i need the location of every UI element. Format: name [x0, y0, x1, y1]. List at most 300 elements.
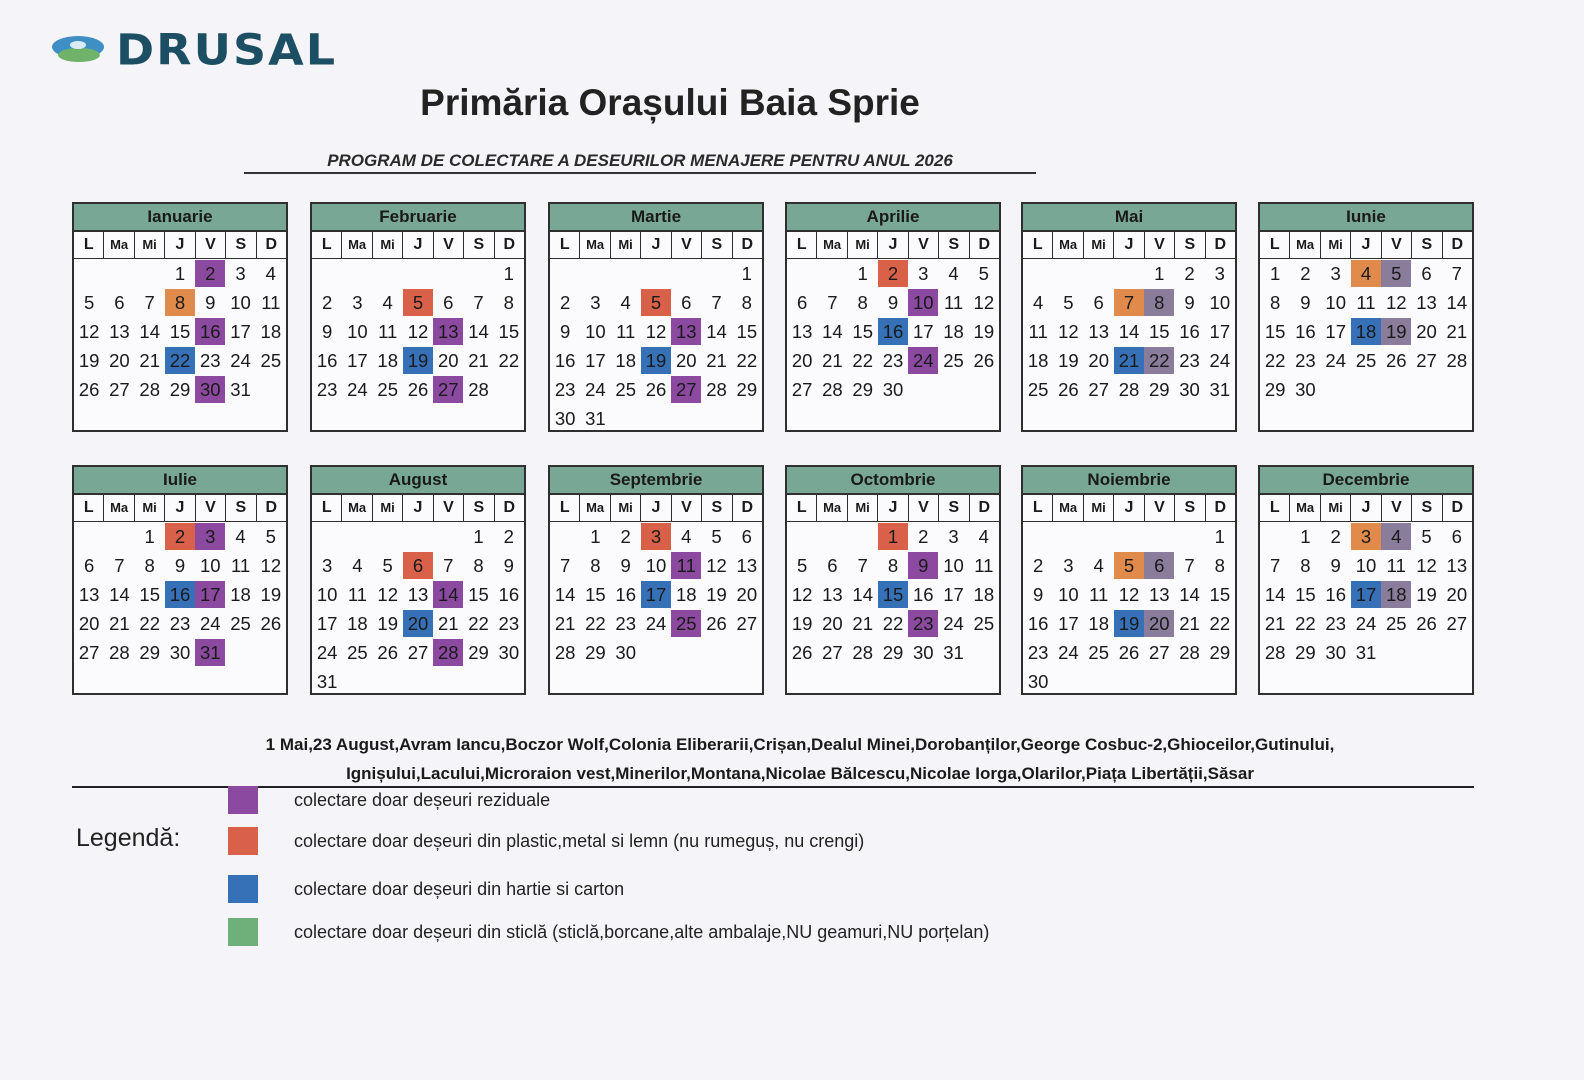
- day-cell: 4: [235, 526, 246, 547]
- weekday-label: J: [165, 232, 195, 258]
- day-cell: 27: [1088, 379, 1109, 400]
- empty-day-cell: [1144, 523, 1174, 550]
- day-cell: 28: [554, 642, 576, 663]
- day-cell: 26: [1416, 613, 1437, 634]
- weekday-label: L: [74, 495, 104, 521]
- weekday-header-row: [312, 495, 524, 522]
- day-cell: 2: [918, 526, 929, 547]
- day-cell: 21: [822, 350, 843, 371]
- empty-day-cell: [225, 639, 255, 666]
- month-name: Ianuarie: [74, 204, 286, 232]
- day-cell: 11: [230, 555, 251, 576]
- weekday-label: Mi: [135, 495, 165, 521]
- empty-day-cell: [373, 523, 403, 550]
- weekday-label: S: [226, 495, 256, 521]
- day-cell: 10: [347, 321, 368, 342]
- month-mai: [1021, 202, 1237, 432]
- day-cell: 23: [908, 610, 938, 637]
- weekday-label: D: [503, 499, 516, 516]
- empty-day-cell: [1442, 376, 1472, 403]
- drusal-logo: [50, 26, 337, 74]
- day-cell: 28: [1446, 350, 1468, 371]
- weekday-label: V: [1382, 232, 1412, 258]
- week-row: [550, 522, 762, 551]
- day-cell: 26: [645, 379, 667, 400]
- day-cell: 12: [1385, 292, 1407, 313]
- day-cell: 26: [1058, 379, 1079, 400]
- day-cell: 27: [671, 376, 701, 403]
- day-cell: 29: [139, 642, 160, 663]
- day-cell: 15: [1264, 321, 1286, 342]
- day-cell: 22: [1295, 613, 1316, 634]
- day-cell: 14: [468, 321, 489, 342]
- day-cell: 21: [1114, 347, 1144, 374]
- month-name: Septembrie: [550, 467, 762, 495]
- day-cell: 22: [498, 350, 520, 371]
- empty-day-cell: [1053, 523, 1083, 550]
- weekday-label: D: [265, 499, 278, 516]
- day-cell: 15: [852, 321, 873, 342]
- day-cell: 7: [1269, 555, 1281, 576]
- empty-day-cell: [701, 260, 731, 287]
- day-cell: 26: [260, 613, 282, 634]
- empty-day-cell: [342, 260, 372, 287]
- weekday-label: J: [1351, 232, 1381, 258]
- day-cell: 19: [1058, 350, 1079, 371]
- empty-day-cell: [403, 523, 433, 550]
- empty-day-cell: [1114, 523, 1144, 550]
- day-cell: 16: [195, 318, 225, 345]
- day-cell: 12: [1118, 584, 1140, 605]
- week-row: [1023, 580, 1235, 609]
- legend-swatch: [228, 875, 258, 903]
- day-cell: 25: [347, 642, 368, 663]
- day-cell: 13: [407, 584, 429, 605]
- weekday-label: D: [1451, 499, 1464, 516]
- day-cell: 24: [645, 613, 667, 634]
- day-cell: 11: [1356, 292, 1376, 313]
- day-cell: 9: [321, 321, 333, 342]
- day-cell: 13: [109, 321, 130, 342]
- weekday-label: S: [1175, 232, 1205, 258]
- empty-day-cell: [494, 668, 524, 695]
- empty-day-cell: [1144, 668, 1174, 695]
- day-cell: 30: [554, 408, 576, 429]
- month-iunie: [1258, 202, 1474, 432]
- day-cell: 3: [1351, 523, 1381, 550]
- empty-day-cell: [104, 523, 134, 550]
- day-cell: 21: [1179, 613, 1200, 634]
- day-cell: 13: [78, 584, 100, 605]
- day-cell: 15: [468, 584, 489, 605]
- week-row: [312, 551, 524, 580]
- week-row: [74, 375, 286, 404]
- day-cell: 1: [1269, 263, 1281, 284]
- empty-day-cell: [611, 405, 641, 432]
- empty-day-cell: [969, 376, 999, 403]
- weekday-label: S: [1412, 232, 1442, 258]
- day-cell: 20: [109, 350, 130, 371]
- day-cell: 7: [473, 292, 484, 313]
- day-cell: 5: [796, 555, 808, 576]
- week-row: [787, 522, 999, 551]
- empty-day-cell: [312, 523, 342, 550]
- day-cell: 30: [1027, 671, 1049, 692]
- day-cell: 26: [377, 642, 398, 663]
- day-cell: 13: [1416, 292, 1437, 313]
- day-cell: 30: [1325, 642, 1346, 663]
- day-cell: 16: [1027, 613, 1049, 634]
- month-februarie: [310, 202, 526, 432]
- weekday-label: Mi: [1084, 495, 1114, 521]
- empty-day-cell: [969, 639, 999, 666]
- day-cell: 21: [139, 350, 160, 371]
- week-row: [787, 346, 999, 375]
- day-cell: 28: [109, 642, 130, 663]
- empty-day-cell: [1260, 523, 1290, 550]
- day-cell: 7: [711, 292, 722, 313]
- weekday-label: S: [702, 495, 732, 521]
- day-cell: 24: [1058, 642, 1079, 663]
- weekday-label: Ma: [1290, 495, 1320, 521]
- weekday-label: S: [226, 232, 256, 258]
- day-cell: 19: [973, 321, 995, 342]
- day-cell: 4: [382, 292, 393, 313]
- day-cell: 3: [352, 292, 363, 313]
- day-cell: 19: [78, 350, 100, 371]
- empty-day-cell: [1174, 668, 1204, 695]
- day-cell: 4: [1032, 292, 1044, 313]
- week-row: [74, 288, 286, 317]
- weekday-header-row: [787, 232, 999, 259]
- day-cell: 1: [1154, 263, 1165, 284]
- month-name: Noiembrie: [1023, 467, 1235, 495]
- day-cell: 14: [433, 581, 463, 608]
- day-cell: 29: [1264, 379, 1286, 400]
- weekday-header-row: [1260, 232, 1472, 259]
- day-cell: 15: [1148, 321, 1170, 342]
- day-cell: 4: [1093, 555, 1104, 576]
- weekday-label: L: [550, 495, 580, 521]
- day-cell: 18: [615, 350, 636, 371]
- week-row: [74, 317, 286, 346]
- week-row: [1023, 551, 1235, 580]
- day-cell: 7: [1184, 555, 1195, 576]
- week-row: [550, 259, 762, 288]
- day-cell: 8: [887, 555, 899, 576]
- day-cell: 3: [918, 263, 929, 284]
- empty-day-cell: [433, 668, 463, 695]
- day-cell: 14: [1179, 584, 1200, 605]
- weekday-header-row: [550, 495, 762, 522]
- empty-day-cell: [135, 260, 165, 287]
- day-cell: 24: [199, 613, 221, 634]
- day-cell: 13: [791, 321, 813, 342]
- week-row: [312, 259, 524, 288]
- day-cell: 18: [230, 584, 251, 605]
- empty-day-cell: [373, 668, 403, 695]
- week-row: [1023, 288, 1235, 317]
- weekday-header-row: [1260, 495, 1472, 522]
- day-cell: 20: [1088, 350, 1109, 371]
- month-name: Iulie: [74, 467, 286, 495]
- day-cell: 28: [1264, 642, 1286, 663]
- day-cell: 14: [139, 321, 160, 342]
- empty-day-cell: [1205, 668, 1235, 695]
- day-cell: 13: [736, 555, 758, 576]
- empty-day-cell: [671, 639, 701, 666]
- day-cell: 19: [403, 347, 433, 374]
- day-cell: 21: [1264, 613, 1286, 634]
- day-cell: 1: [503, 263, 514, 284]
- day-cell: 21: [437, 613, 459, 634]
- day-cell: 21: [1446, 321, 1468, 342]
- weekday-label: D: [741, 499, 754, 516]
- day-cell: 6: [114, 292, 125, 313]
- weekday-label: Ma: [342, 232, 372, 258]
- day-cell: 30: [195, 376, 225, 403]
- legend-swatch: [228, 786, 258, 814]
- day-cell: 2: [195, 260, 225, 287]
- day-cell: 26: [1118, 642, 1140, 663]
- day-cell: 18: [943, 321, 964, 342]
- legend-swatch: [228, 918, 258, 946]
- day-cell: 7: [443, 555, 454, 576]
- week-row: [312, 580, 524, 609]
- empty-day-cell: [938, 376, 968, 403]
- day-cell: 22: [139, 613, 160, 634]
- month-aprilie: [785, 202, 1001, 432]
- day-cell: 15: [139, 584, 160, 605]
- day-cell: 31: [230, 379, 251, 400]
- legend-item-blue: [228, 875, 624, 903]
- weekday-label: Mi: [1321, 232, 1351, 258]
- week-row: [550, 288, 762, 317]
- day-cell: 25: [1355, 350, 1377, 371]
- day-cell: 3: [1330, 263, 1341, 284]
- weekday-label: V: [1145, 232, 1175, 258]
- empty-day-cell: [732, 639, 762, 666]
- day-cell: 5: [1114, 552, 1144, 579]
- day-cell: 8: [473, 555, 484, 576]
- day-cell: 23: [882, 350, 904, 371]
- empty-day-cell: [787, 260, 817, 287]
- day-cell: 30: [615, 642, 636, 663]
- weekday-label: Mi: [373, 495, 403, 521]
- day-cell: 26: [973, 350, 995, 371]
- logo-text: DRUSAL: [116, 25, 337, 75]
- weekday-label: L: [550, 232, 580, 258]
- day-cell: 18: [675, 584, 697, 605]
- day-cell: 30: [1179, 379, 1200, 400]
- day-cell: 17: [1209, 321, 1231, 342]
- day-cell: 10: [230, 292, 251, 313]
- month-decembrie: [1258, 465, 1474, 695]
- day-cell: 22: [852, 350, 873, 371]
- day-cell: 2: [321, 292, 333, 313]
- day-cell: 11: [1089, 584, 1109, 605]
- week-row: [312, 346, 524, 375]
- day-cell: 17: [195, 581, 225, 608]
- day-cell: 29: [852, 379, 873, 400]
- day-cell: 13: [433, 318, 463, 345]
- day-cell: 14: [852, 584, 873, 605]
- day-cell: 14: [822, 321, 843, 342]
- day-cell: 2: [878, 260, 908, 287]
- empty-day-cell: [312, 260, 342, 287]
- day-cell: 8: [1214, 555, 1225, 576]
- day-cell: 10: [1355, 555, 1377, 576]
- day-cell: 17: [1058, 613, 1079, 634]
- day-cell: 6: [83, 555, 95, 576]
- legend-swatch: [228, 827, 258, 855]
- empty-day-cell: [817, 260, 847, 287]
- weekday-label: D: [265, 236, 278, 253]
- day-cell: 10: [199, 555, 221, 576]
- weekday-label: Mi: [1084, 232, 1114, 258]
- day-cell: 10: [316, 584, 338, 605]
- day-cell: 12: [645, 321, 667, 342]
- empty-day-cell: [701, 639, 731, 666]
- day-cell: 19: [1381, 318, 1411, 345]
- day-cell: 29: [1209, 642, 1231, 663]
- day-cell: 29: [468, 642, 489, 663]
- day-cell: 13: [1446, 555, 1468, 576]
- day-cell: 30: [912, 642, 934, 663]
- day-cell: 27: [822, 642, 843, 663]
- day-cell: 24: [908, 347, 938, 374]
- day-cell: 29: [882, 642, 904, 663]
- legend-item-red: [228, 827, 864, 855]
- empty-day-cell: [373, 260, 403, 287]
- day-cell: 21: [852, 613, 873, 634]
- day-cell: 28: [468, 379, 489, 400]
- day-cell: 25: [615, 379, 636, 400]
- weekday-label: Ma: [580, 232, 610, 258]
- day-cell: 8: [1300, 555, 1311, 576]
- week-row: [74, 522, 286, 551]
- day-cell: 16: [912, 584, 934, 605]
- day-cell: 20: [78, 613, 100, 634]
- day-cell: 27: [1148, 642, 1170, 663]
- week-row: [1023, 638, 1235, 667]
- empty-day-cell: [671, 405, 701, 432]
- day-cell: 16: [1295, 321, 1316, 342]
- day-cell: 10: [1058, 584, 1079, 605]
- day-cell: 25: [671, 610, 701, 637]
- week-row: [787, 551, 999, 580]
- day-cell: 8: [1144, 289, 1174, 316]
- week-row: [74, 580, 286, 609]
- week-row: [787, 375, 999, 404]
- empty-day-cell: [1084, 260, 1114, 287]
- weekday-label: L: [312, 232, 342, 258]
- day-cell: 11: [1386, 555, 1406, 576]
- day-cell: 18: [1381, 581, 1411, 608]
- weekday-label: V: [434, 495, 464, 521]
- day-cell: 20: [1416, 321, 1437, 342]
- day-cell: 27: [1446, 613, 1468, 634]
- day-cell: 12: [706, 555, 727, 576]
- month-name: Aprilie: [787, 204, 999, 232]
- day-cell: 3: [235, 263, 246, 284]
- day-cell: 13: [1148, 584, 1170, 605]
- day-cell: 5: [711, 526, 722, 547]
- week-row: [1023, 259, 1235, 288]
- day-cell: 1: [741, 263, 752, 284]
- day-cell: 19: [706, 584, 727, 605]
- day-cell: 15: [1209, 584, 1231, 605]
- day-cell: 23: [1295, 350, 1316, 371]
- empty-day-cell: [104, 260, 134, 287]
- day-cell: 25: [943, 350, 964, 371]
- day-cell: 20: [1144, 610, 1174, 637]
- day-cell: 10: [645, 555, 667, 576]
- day-cell: 9: [620, 555, 631, 576]
- day-cell: 31: [585, 408, 606, 429]
- week-row: [1023, 375, 1235, 404]
- weekday-label: J: [165, 495, 195, 521]
- weekday-label: Ma: [817, 495, 847, 521]
- day-cell: 9: [1330, 555, 1341, 576]
- empty-day-cell: [1053, 668, 1083, 695]
- empty-day-cell: [671, 260, 701, 287]
- weekday-label: L: [312, 495, 342, 521]
- day-cell: 28: [139, 379, 160, 400]
- day-cell: 27: [433, 376, 463, 403]
- weekday-label: Ma: [1290, 232, 1320, 258]
- day-cell: 9: [559, 321, 571, 342]
- weekday-label: V: [672, 495, 702, 521]
- day-cell: 12: [1058, 321, 1079, 342]
- weekday-header-row: [1023, 232, 1235, 259]
- empty-day-cell: [403, 260, 433, 287]
- empty-day-cell: [463, 668, 493, 695]
- week-row: [1023, 317, 1235, 346]
- day-cell: 25: [1088, 642, 1109, 663]
- week-row: [312, 609, 524, 638]
- day-cell: 11: [943, 292, 964, 313]
- week-row: [550, 375, 762, 404]
- week-row: [1260, 259, 1472, 288]
- streets-line-2: Ignișului,Lacului,Microraion vest,Minerilor,Montana,Nicolae Bălcescu,Nicolae Iorga,Olarilor,Piața Libertății,Săsar: [346, 764, 1254, 783]
- day-cell: 4: [1351, 260, 1381, 287]
- day-cell: 10: [585, 321, 606, 342]
- week-row: [1260, 317, 1472, 346]
- day-cell: 12: [973, 292, 995, 313]
- weekday-label: V: [196, 232, 226, 258]
- weekday-label: Ma: [580, 495, 610, 521]
- day-cell: 1: [878, 523, 908, 550]
- empty-day-cell: [1321, 376, 1351, 403]
- day-cell: 1: [1300, 526, 1311, 547]
- weekday-header-row: [787, 495, 999, 522]
- weekday-header-row: [74, 495, 286, 522]
- week-row: [74, 259, 286, 288]
- week-row: [787, 259, 999, 288]
- streets-list: [170, 730, 1430, 788]
- day-cell: 18: [377, 350, 398, 371]
- day-cell: 18: [1027, 350, 1049, 371]
- empty-day-cell: [1351, 376, 1381, 403]
- day-cell: 25: [260, 350, 282, 371]
- day-cell: 23: [498, 613, 520, 634]
- day-cell: 9: [1184, 292, 1195, 313]
- day-cell: 28: [852, 642, 873, 663]
- day-cell: 23: [1027, 642, 1049, 663]
- day-cell: 12: [377, 584, 398, 605]
- day-cell: 24: [585, 379, 606, 400]
